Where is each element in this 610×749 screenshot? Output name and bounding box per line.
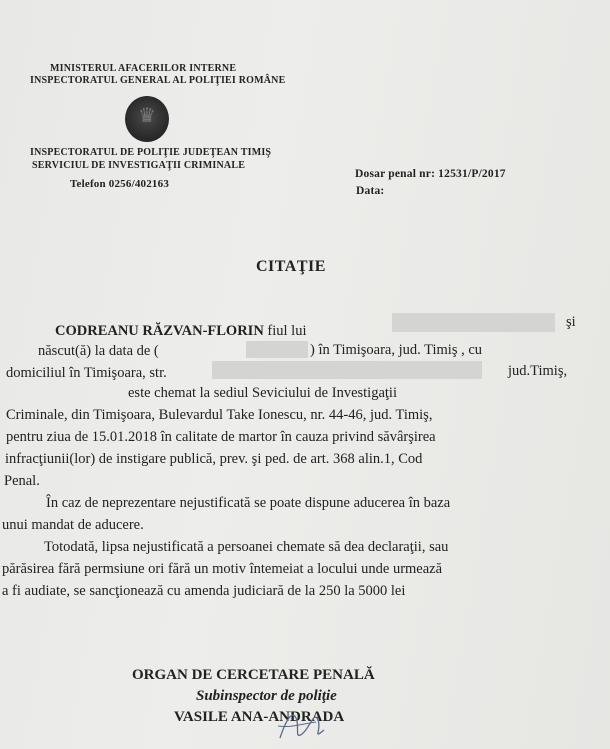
body-line-1-end: şi — [566, 314, 576, 330]
header-ministry: MINISTERUL AFACERILOR INTERNE — [50, 63, 237, 74]
body-line-9: În caz de neprezentare nejustificată se poate dispune aducerea în baza — [46, 495, 451, 511]
case-number: Dosar penal nr: 12531/P/2017 — [355, 168, 506, 180]
body-line-3a: domiciliul în Timişoara, str. — [6, 365, 167, 381]
signature-organ: ORGAN DE CERCETARE PENALĂ — [132, 667, 375, 683]
redaction-box — [246, 341, 308, 358]
document-title: CITAŢIE — [256, 258, 326, 275]
signature-name: VASILE ANA-ANDRADA — [174, 709, 345, 725]
body-line-10: unui mandat de aducere. — [2, 517, 144, 533]
body-line-1-text: fiul lui — [267, 323, 307, 339]
coat-of-arms-seal-icon: ♛ — [125, 96, 169, 142]
header-phone: Telefon 0256/402163 — [70, 178, 170, 190]
person-name: CODREANU RĂZVAN-FLORIN — [55, 323, 264, 339]
header-inspectorate-general: INSPECTORATUL GENERAL AL POLIŢIEI ROMÂNE — [30, 75, 286, 86]
body-line-3b: jud.Timiş, — [508, 363, 568, 379]
body-line-6: pentru ziua de 15.01.2018 în calitate de martor în cauza privind săvârşirea — [6, 429, 436, 445]
body-line-12: părăsirea fără permsiune ori fără un motiv întemeiat a locului unde urmează — [2, 561, 443, 577]
body-line-4: este chemat la sediul Seviciului de Investigaţii — [128, 385, 397, 401]
redaction-box — [392, 313, 555, 332]
redaction-box — [212, 361, 482, 379]
body-line-2b: ) în Timişoara, jud. Timiş , cu — [310, 342, 483, 358]
body-line-5: Criminale, din Timişoara, Bulevardul Take Ionescu, nr. 44-46, jud. Timiş, — [6, 407, 433, 423]
body-line-8: Penal. — [4, 473, 40, 489]
body-line-11: Totodată, lipsa nejustificată a persoanei chemate să dea declaraţii, sau — [44, 539, 449, 555]
case-date-label: Data: — [356, 185, 385, 197]
body-line-7: infracţiunii(lor) de instigare publică, prev. şi ped. de art. 368 alin.1, Cod — [5, 451, 423, 467]
body-line-13: a fi audiate, se sancţionează cu amenda judiciară de la 250 la 5000 lei — [2, 583, 406, 599]
body-line-1 — [55, 323, 307, 340]
handwritten-signature-icon — [272, 700, 332, 745]
body-line-2a: născut(ă) la data de ( — [38, 343, 159, 359]
signature-rank: Subinspector de poliţie — [196, 688, 337, 704]
header-service: SERVICIUL DE INVESTIGAŢII CRIMINALE — [32, 160, 246, 171]
header-county-inspectorate: INSPECTORATUL DE POLIŢIE JUDEŢEAN TIMIŞ — [30, 147, 272, 158]
